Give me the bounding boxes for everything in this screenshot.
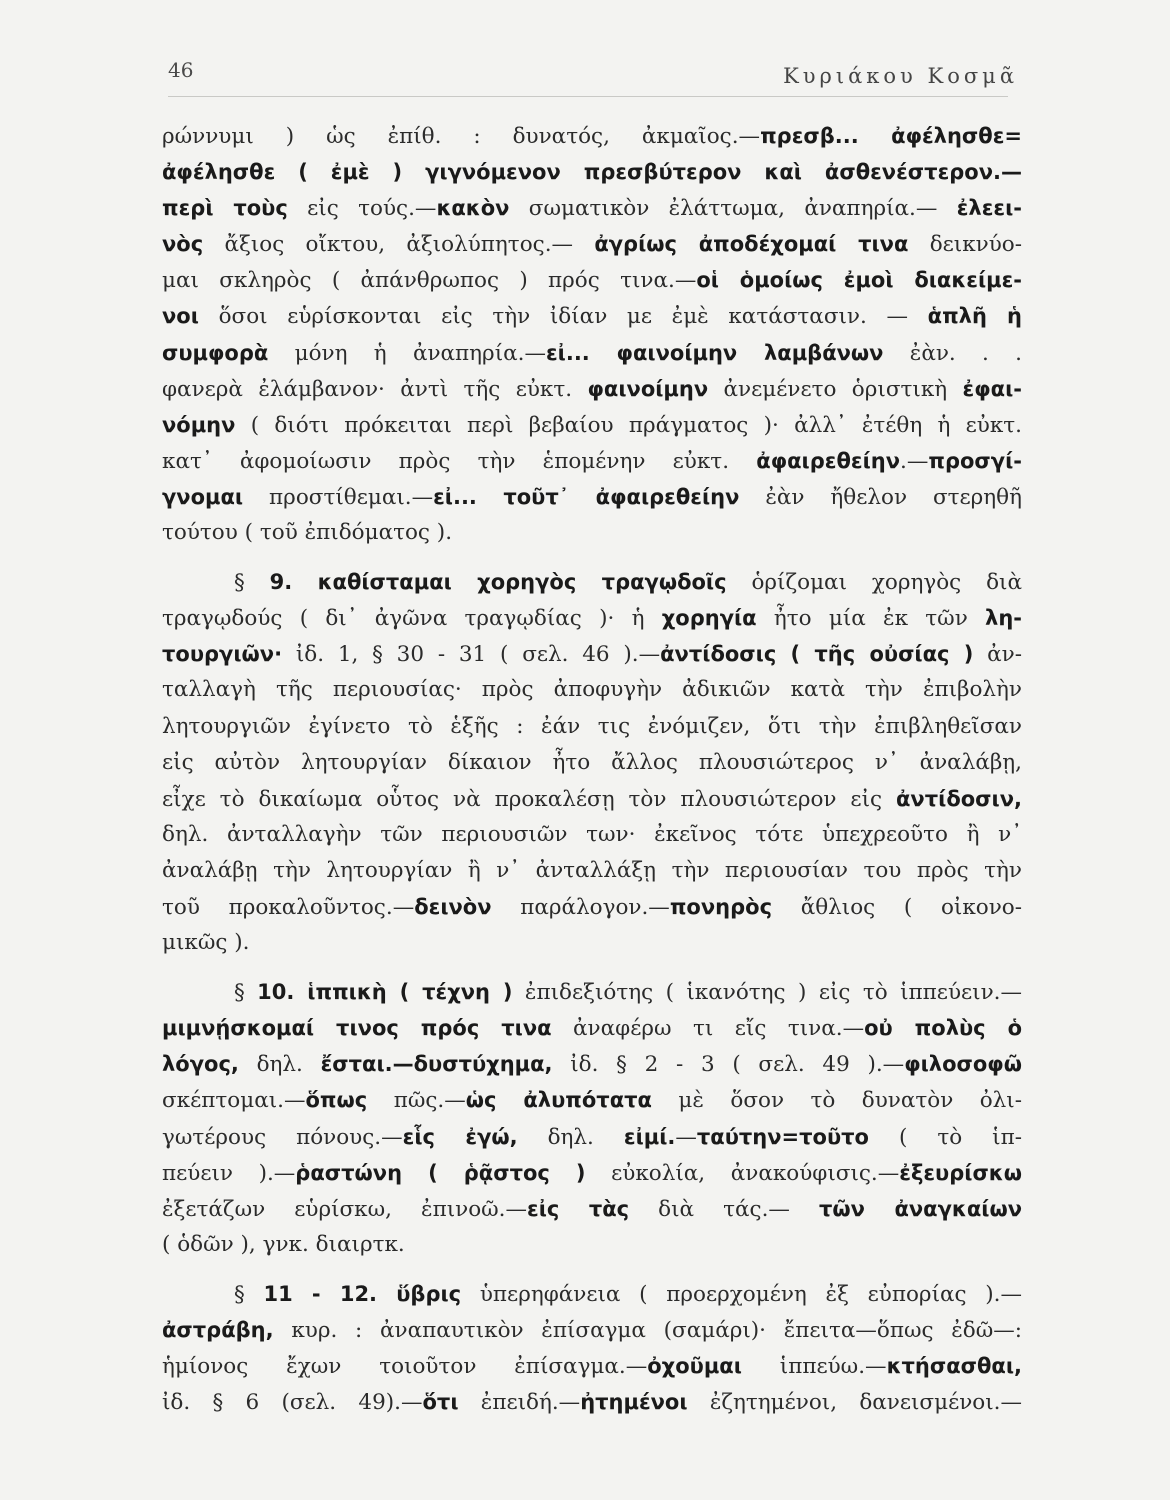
text-run: διὰ τάς.— — [629, 1196, 819, 1222]
text-line — [162, 564, 1022, 600]
text-run: μόνη ἡ ἀναπηρία.— — [268, 340, 546, 366]
section-sign: § — [234, 570, 270, 596]
lemma: ὅπως — [305, 1088, 368, 1113]
section-10 — [162, 974, 1022, 1263]
text-line — [162, 817, 1022, 853]
lemma: ἀφαιρεθείην — [756, 448, 901, 473]
text-line — [162, 781, 1022, 817]
text-line — [162, 190, 1022, 226]
text-run: ἰδ. § 2 - 3 ( σελ. 49 ).— — [552, 1052, 905, 1078]
text-line — [162, 853, 1022, 889]
text-run: εἰς αὐτὸν λητουργίαν δίκαιον ἦτο ἄλλος πλουσιώτερος ν᾽ ἀναλάβῃ, — [162, 749, 1022, 775]
lemma: ἀντίδοσις ( τῆς οὐσίας ) — [660, 642, 974, 667]
text-run: ἱππεύω.— — [741, 1354, 887, 1380]
text-line — [162, 443, 1022, 479]
commentary-text — [162, 118, 1022, 1420]
text-run: γωτέρους πόνους.— — [162, 1124, 403, 1150]
lemma: ὅτι — [422, 1390, 459, 1415]
text-line — [162, 1119, 1022, 1155]
text-line — [162, 600, 1022, 636]
lemma: ἀγρίως ἀποδέχομαί τινα — [594, 232, 909, 257]
text-run: κατ᾽ ἀφομοίωσιν πρὸς τὴν ἑπομένην εὐκτ. — [162, 448, 757, 474]
text-line — [162, 889, 1022, 925]
text-line — [162, 298, 1022, 334]
lemma: οὐ πολὺς ὁ — [864, 1016, 1022, 1041]
text-line — [162, 515, 1022, 551]
text-run: ὑπερηφάνεια ( προερχομένη ἐξ εὐπορίας ).— — [461, 1281, 1022, 1307]
text-run: πῶς.— — [367, 1088, 466, 1114]
lemma: νοι — [162, 304, 199, 329]
text-run: σκέπτομαι.— — [162, 1088, 306, 1114]
text-run: ρώννυμι ) ὡς ἐπίθ. : δυνατός, ἀκμαῖος.— — [162, 124, 761, 149]
lemma: ἀντίδοσιν, — [896, 786, 1022, 811]
text-line — [162, 154, 1022, 190]
text-run: τούτου ( τοῦ ἐπιδόματος ). — [162, 520, 453, 546]
text-run: ἐὰν ἤθελον στερηθῆ — [739, 484, 1022, 510]
text-line — [162, 745, 1022, 781]
lemma: νόμην — [162, 412, 236, 437]
lemma: φιλοσοφῶ — [904, 1052, 1022, 1077]
text-line — [162, 262, 1022, 298]
lemma: γνομαι — [162, 484, 244, 509]
header-rule — [168, 96, 1008, 97]
text-run: πεύειν ).— — [162, 1160, 296, 1186]
text-run: ( ὁδῶν ), γνκ. διαιρτκ. — [162, 1231, 405, 1257]
text-run: ἄξιος οἴκτου, ἀξιολύπητος.— — [203, 232, 595, 258]
text-run: ἀν- — [973, 642, 1022, 668]
text-run: παράλογον.— — [491, 894, 670, 920]
text-line — [162, 1191, 1022, 1227]
text-line — [162, 1155, 1022, 1191]
lemma: εἷς ἐγώ, — [402, 1124, 518, 1149]
text-run: ἀνεμένετο ὁριστικὴ — [708, 376, 963, 402]
lemma: τῶν ἀναγκαίων — [818, 1196, 1022, 1221]
text-line — [162, 479, 1022, 515]
text-run: κυρ. : ἀναπαυτικὸν ἐπίσαγμα (σαμάρι)· ἔπειτα—ὅπως ἐδῶ—: — [273, 1318, 1022, 1343]
text-run: δηλ. ἀνταλλαγὴν τῶν περιουσιῶν των· ἐκεῖνος τότε ὑπεχρεοῦτο ἢ ν᾽ — [162, 821, 1022, 847]
text-line — [162, 407, 1022, 443]
paragraph-continuation — [162, 118, 1022, 551]
lemma: ἐφαι- — [962, 376, 1022, 401]
text-line — [162, 1348, 1022, 1384]
text-run: ταλλαγὴ τῆς περιουσίας· πρὸς ἀποφυγὴν ἀδικιῶν κατὰ τὴν ἐπιβολὴν — [162, 677, 1022, 703]
lemma: ῥαστώνη ( ῥᾷστος ) — [295, 1160, 586, 1185]
lemma: ἁπλῆ ἡ — [927, 304, 1022, 329]
lemma: εἰ... φαινοίμην λαμβάνων — [545, 340, 884, 365]
text-run: ὅσοι εὑρίσκονται εἰς τὴν ἰδίαν με ἐμὲ κατάστασιν. — — [198, 304, 928, 330]
lemma: ἐξευρίσκω — [899, 1160, 1022, 1185]
text-line — [162, 1046, 1022, 1082]
lemma: προσγί- — [928, 448, 1022, 473]
text-line — [162, 1082, 1022, 1118]
lemma: λόγος, — [162, 1052, 239, 1077]
section-sign: § — [234, 1281, 264, 1307]
page-header — [168, 58, 1018, 92]
text-run: ἦτο μία ἐκ τῶν — [756, 606, 986, 632]
text-run: δεικνύο- — [908, 232, 1022, 258]
lemma: εἰ... τοῦτ᾽ ἀφαιρεθείην — [433, 484, 740, 509]
text-run: δηλ. — [238, 1052, 321, 1078]
text-line — [162, 925, 1022, 961]
lemma: πρεσβ... ἀφέλησθε= — [760, 124, 1022, 148]
text-line — [162, 1384, 1022, 1420]
lemma: 9. καθίσταμαι χορηγὸς τραγῳδοῖς — [269, 570, 727, 595]
text-run: σωματικὸν ἐλάττωμα, ἀναπηρία.— — [509, 196, 957, 222]
text-line — [162, 1276, 1022, 1312]
lemma: λη- — [985, 606, 1022, 631]
lemma: ὡς ἀλυπότατα — [465, 1088, 652, 1113]
text-run: ( τὸ ἱπ- — [868, 1124, 1022, 1150]
text-line — [162, 371, 1022, 407]
text-run: ἐπειδή.— — [458, 1390, 581, 1416]
text-line — [162, 709, 1022, 745]
text-run: δηλ. — [517, 1124, 624, 1150]
text-run: μαι σκληρὸς ( ἀπάνθρωπος ) πρός τινα.— — [162, 268, 697, 294]
text-run: μὲ ὅσον τὸ δυνατὸν ὀλι- — [651, 1088, 1022, 1114]
text-run: ἐξετάζων εὑρίσκω, ἐπινοῶ.— — [162, 1196, 528, 1222]
text-run: ἐὰν. . . — [883, 340, 1022, 366]
lemma: κακὸν — [436, 196, 510, 221]
text-line — [162, 118, 1022, 154]
lemma: ὀχοῦμαι — [647, 1354, 742, 1379]
lemma: ἔσται.—δυστύχημα, — [320, 1052, 553, 1077]
text-run: ( διότι πρόκειται περὶ βεβαίου πράγματος )· ἀλλ᾽ ἐτέθη ἡ εὐκτ. — [235, 412, 1022, 438]
lemma: τουργιῶν· — [162, 642, 283, 667]
section-sign: § — [234, 980, 258, 1006]
section-11-12 — [162, 1276, 1022, 1420]
lemma: ταύτην=τοῦτο — [696, 1124, 869, 1149]
lemma: οἱ ὁμοίως ἐμοὶ διακείμε- — [696, 268, 1022, 293]
lemma: ἀφέλησθε ( ἐμὲ ) γιγνόμενον πρεσβύτερον καὶ ἀσθενέστερον.— — [162, 160, 1022, 185]
text-run: ἀναφέρω τι εἴς τινα.— — [551, 1016, 865, 1042]
lemma: νὸς — [162, 232, 204, 257]
text-run: μικῶς ). — [162, 930, 250, 956]
lemma: 11 - 12. ὕβρις — [263, 1281, 462, 1306]
text-line — [162, 335, 1022, 371]
text-run: εἶχε τὸ δικαίωμα οὗτος νὰ προκαλέσῃ τὸν πλουσιώτερον εἰς — [162, 786, 896, 812]
page-number: 46 — [168, 58, 194, 82]
lemma: ἐλεει- — [956, 196, 1022, 221]
lemma: ἀστράβη, — [162, 1318, 274, 1342]
text-run: λητουργιῶν ἐγίνετο τὸ ἑξῆς : ἐάν τις ἐνόμιζεν, ὅτι τὴν ἐπιβληθεῖσαν — [162, 713, 1022, 739]
section-9 — [162, 564, 1022, 961]
lemma: 10. ἱππικὴ ( τέχνη ) — [257, 980, 513, 1005]
text-run: εὐκολία, ἀνακούφισις.— — [585, 1160, 900, 1186]
text-run: ἰδ. 1, § 30 - 31 ( σελ. 46 ).— — [282, 642, 661, 668]
lemma: φαινοίμην — [587, 376, 709, 401]
running-title: Κυριάκου Κοσμᾶ — [783, 64, 1018, 88]
text-line — [162, 226, 1022, 262]
text-run: ὁρίζομαι χορηγὸς διὰ — [726, 570, 1022, 596]
lemma: δεινὸν — [414, 894, 492, 919]
text-run: εἰς τούς.— — [287, 196, 437, 222]
lemma: ἠτημένοι — [580, 1390, 688, 1415]
lemma: κτήσασθαι, — [886, 1354, 1022, 1379]
text-run: ἡμίονος ἔχων τοιοῦτον ἐπίσαγμα.— — [162, 1354, 648, 1380]
text-run: φανερὰ ἐλάμβανον· ἀντὶ τῆς εὐκτ. — [162, 376, 588, 402]
lemma: χορηγία — [661, 606, 757, 631]
lemma: εἰς τὰς — [527, 1196, 630, 1221]
text-run: ἀναλάβῃ τὴν λητουργίαν ἢ ν᾽ ἀνταλλάξῃ τὴν περιουσίαν του πρὸς τὴν — [162, 857, 1022, 883]
text-line — [162, 1312, 1022, 1348]
text-run: προστίθεμαι.— — [243, 484, 434, 510]
text-line — [162, 672, 1022, 708]
text-run: ἰδ. § 6 (σελ. 49).— — [162, 1390, 423, 1416]
text-run: — — [675, 1124, 697, 1150]
lemma: μιμνῄσκομαί τινος πρός τινα — [162, 1016, 552, 1041]
text-run: τραγῳδούς ( δι᾽ ἀγῶνα τραγῳδίας )· ἡ — [162, 606, 662, 632]
text-run: ἐπιδεξιότης ( ἱκανότης ) εἰς τὸ ἱππεύειν.— — [512, 980, 1022, 1006]
text-line — [162, 1227, 1022, 1263]
text-line — [162, 636, 1022, 672]
lemma: εἰμί. — [623, 1124, 676, 1149]
lemma: συμφορὰ — [162, 340, 269, 365]
text-run: ἄθλιος ( οἰκονο- — [772, 894, 1022, 920]
text-line — [162, 1010, 1022, 1046]
lemma: πονηρὸς — [669, 894, 773, 919]
text-run: .— — [900, 448, 929, 474]
lemma: περὶ τοὺς — [162, 196, 288, 221]
text-run: τοῦ προκαλοῦντος.— — [162, 894, 415, 920]
text-line — [162, 974, 1022, 1010]
text-run: ἐζητημένοι, δανεισμένοι.— — [687, 1390, 1022, 1416]
